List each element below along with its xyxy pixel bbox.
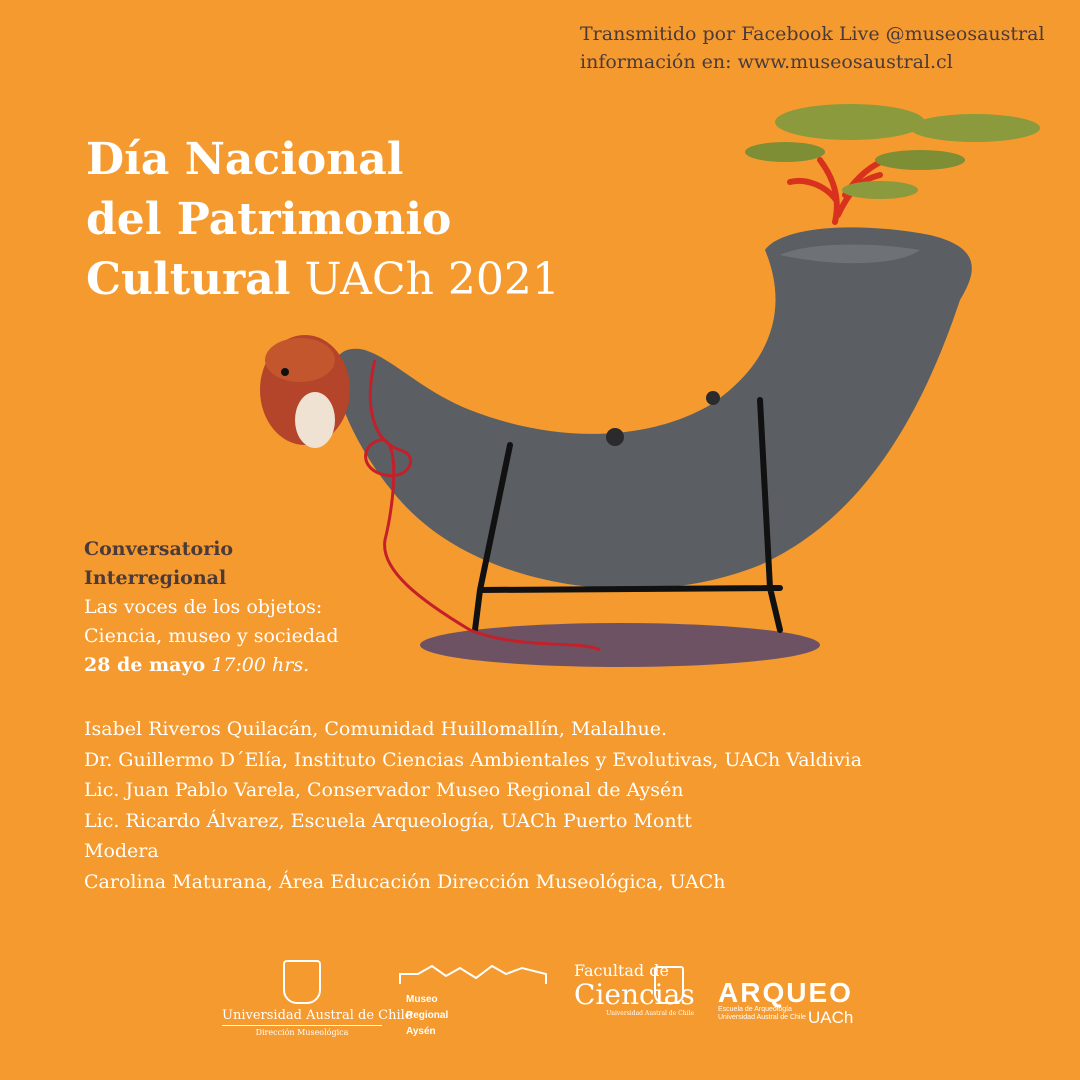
tree-foliage-5: [842, 181, 918, 199]
museo-line-3: Aysén: [406, 1026, 436, 1037]
event-info: [84, 535, 339, 680]
arqueo-wordmark: ARQUEO: [718, 977, 853, 1008]
horn-stone-2: [706, 391, 720, 405]
event-date: 28 de mayo: [84, 654, 206, 676]
speaker-item: Lic. Ricardo Álvarez, Escuela Arqueología, UACh Puerto Montt: [84, 809, 692, 832]
speaker-item: Dr. Guillermo D´Elía, Instituto Ciencias Ambientales y Evolutivas, UACh Valdivia: [84, 748, 863, 771]
ciencias-crest-icon: [654, 966, 684, 1004]
speaker-item: Isabel Riveros Quilacán, Comunidad Huillomallín, Malalhue.: [84, 718, 667, 740]
shadow-shape: [420, 623, 820, 667]
arqueo-uach: UACh: [808, 1008, 854, 1027]
horn-illustration: [250, 90, 1050, 690]
title-line-3-bold: Cultural: [86, 254, 291, 305]
event-heading-1: Conversatorio: [84, 538, 234, 560]
event-datetime: [84, 651, 339, 680]
horn-stone-1: [606, 428, 624, 446]
tree-foliage-1: [775, 104, 925, 140]
museo-line-2: Regional: [406, 1010, 449, 1021]
animal-eye: [281, 368, 289, 376]
title-line-3-light: UACh 2021: [290, 254, 560, 305]
event-subtitle-2: Ciencia, museo y sociedad: [84, 625, 339, 647]
stream-line-website: información en: www.museosaustral.cl: [580, 51, 953, 73]
sponsor-logos: [0, 960, 1080, 1050]
title-line-1: Día Nacional: [86, 134, 404, 185]
arqueo-university: Universidad Austral de Chile: [718, 1014, 806, 1021]
uach-crest-icon: [283, 960, 321, 1004]
animal-belly: [295, 392, 335, 448]
title-line-2: del Patrimonio: [86, 194, 452, 245]
stream-info: [580, 20, 1045, 76]
mountains-icon: [398, 964, 548, 986]
facultad-ciencias-logo: [574, 962, 694, 1017]
arqueo-uach-logo: [718, 977, 868, 1027]
event-time: 17:00 hrs.: [211, 654, 310, 676]
ciencias-line-c: Universidad Austral de Chile: [606, 1010, 694, 1017]
arqueo-school: Escuela de Arqueología: [718, 1006, 792, 1013]
event-subtitle-1: Las voces de los objetos:: [84, 596, 323, 618]
ciencias-line-b: Ciencias: [574, 978, 695, 1011]
event-heading-2: Interregional: [84, 567, 227, 589]
uach-sub: Dirección Museológica: [222, 1025, 382, 1037]
museo-aysen-logo: [398, 964, 558, 1038]
tree-foliage-3: [745, 142, 825, 162]
uach-museologica-logo: [222, 960, 413, 1037]
tree-foliage-4: [875, 150, 965, 170]
museo-line-1: Museo: [406, 994, 438, 1005]
ciencias-line-a: Facultad de: [574, 961, 669, 980]
stream-line-facebook: Transmitido por Facebook Live @museosaustral: [580, 23, 1045, 45]
speaker-item: Lic. Juan Pablo Varela, Conservador Museo Regional de Aysén: [84, 779, 684, 801]
moderator-item: Carolina Maturana, Área Educación Dirección Museológica, UACh: [84, 870, 726, 893]
speakers-list: [84, 714, 862, 897]
uach-name: Universidad Austral de Chile: [222, 1008, 413, 1023]
horn-shape: [334, 227, 972, 589]
tree-foliage-2: [910, 114, 1040, 142]
moderator-label: Modera: [84, 840, 159, 862]
animal-head: [265, 338, 335, 382]
